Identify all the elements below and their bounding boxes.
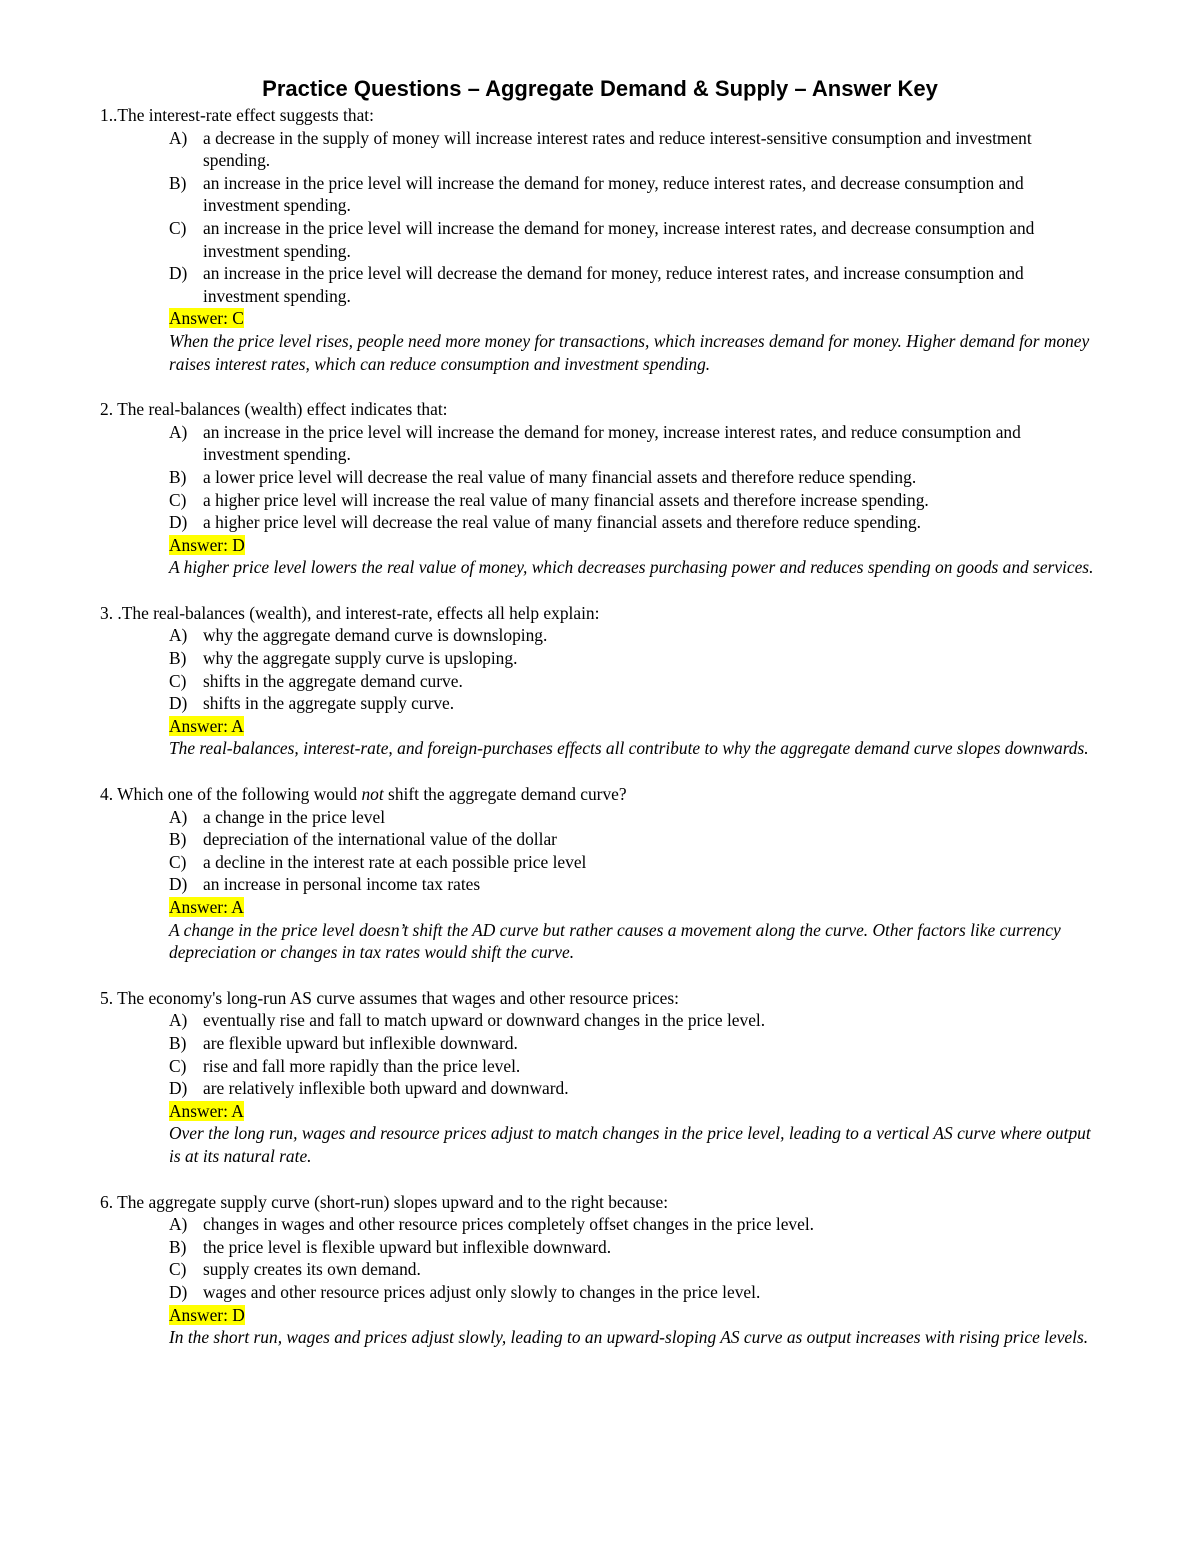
choice-b xyxy=(169,172,1100,217)
choice-list xyxy=(100,1213,1100,1303)
question-6 xyxy=(100,1191,1100,1349)
choice-text: are flexible upward but inflexible downward. xyxy=(203,1032,518,1053)
choice-text: an increase in the price level will decrease the demand for money, reduce interest rates, and increase consumption and investment spending. xyxy=(203,263,1024,306)
choice-letter: D) xyxy=(169,512,188,533)
question-prompt xyxy=(100,783,1100,806)
choice-d xyxy=(169,692,1100,715)
choice-text: a decline in the interest rate at each possible price level xyxy=(203,851,587,872)
answer-explanation: The real-balances, interest-rate, and foreign-purchases effects all contribute to why the aggregate demand curve slopes downwards. xyxy=(169,738,1089,759)
answer-line xyxy=(100,534,1100,557)
answer-highlight: Answer: D xyxy=(169,1304,245,1325)
choice-letter: A) xyxy=(169,806,188,827)
choice-letter: C) xyxy=(169,489,187,510)
choice-d xyxy=(169,262,1100,307)
question-5 xyxy=(100,987,1100,1168)
question-text: The aggregate supply curve (short-run) slopes upward and to the right because: xyxy=(117,1191,669,1212)
question-number: 6. xyxy=(100,1191,118,1212)
question-1 xyxy=(100,104,1100,375)
question-text-after: shift the aggregate demand curve? xyxy=(383,784,627,805)
question-text-emphasis: not xyxy=(361,784,384,805)
answer-line xyxy=(100,307,1100,330)
choice-text: the price level is flexible upward but inflexible downward. xyxy=(203,1236,612,1257)
choice-text: shifts in the aggregate demand curve. xyxy=(203,670,463,691)
choice-text: why the aggregate demand curve is downsloping. xyxy=(203,625,548,646)
question-text-before: Which one of the following would xyxy=(117,784,362,805)
choice-letter: B) xyxy=(169,648,187,669)
question-number: 1.. xyxy=(100,105,118,125)
answer-explanation: Over the long run, wages and resource prices adjust to match changes in the price level, leading to a vertical AS curve where output is at its natural rate. xyxy=(169,1123,1091,1166)
choice-d xyxy=(169,1281,1100,1304)
choice-letter: B) xyxy=(169,1032,187,1053)
choice-text: shifts in the aggregate supply curve. xyxy=(203,693,455,714)
choice-d xyxy=(169,873,1100,896)
choice-text: supply creates its own demand. xyxy=(203,1259,421,1280)
choice-text: are relatively inflexible both upward and downward. xyxy=(203,1078,569,1099)
choice-letter: C) xyxy=(169,1259,187,1280)
choice-b xyxy=(169,828,1100,851)
answer-explanation: A change in the price level doesn’t shift the AD curve but rather causes a movement along the curve. Other factors like currency depreciation or changes in tax rates would shift the curve. xyxy=(169,919,1061,963)
choice-c xyxy=(169,1258,1100,1281)
choice-text: depreciation of the international value of the dollar xyxy=(203,829,557,850)
question-3 xyxy=(100,602,1100,760)
choice-text: wages and other resource prices adjust only slowly to changes in the price level. xyxy=(203,1281,761,1302)
choice-a xyxy=(169,421,1100,466)
question-text: The real-balances (wealth), and interest-rate, effects all help explain: xyxy=(121,602,600,623)
choice-text: an increase in the price level will increase the demand for money, increase interest rates, and reduce consumption and investment spending. xyxy=(203,421,1021,465)
question-text: The interest-rate effect suggests that: xyxy=(117,105,374,125)
answer-explanation: When the price level rises, people need more money for transactions, which increases demand for money. Higher demand for money raises interest rates, which can reduce consumption and investment spending. xyxy=(169,330,1090,374)
choice-letter: C) xyxy=(169,1055,187,1076)
choice-letter: B) xyxy=(169,466,187,487)
choice-d xyxy=(169,511,1100,534)
choice-a xyxy=(169,1009,1100,1032)
choice-c xyxy=(169,1055,1100,1078)
question-4 xyxy=(100,783,1100,964)
choice-a xyxy=(169,1213,1100,1236)
answer-explanation: In the short run, wages and prices adjust slowly, leading to an upward-sloping AS curve as output increases with rising price levels. xyxy=(169,1327,1089,1348)
question-text: The economy's long-run AS curve assumes that wages and other resource prices: xyxy=(117,987,679,1008)
choice-letter: D) xyxy=(169,263,188,284)
answer-highlight: Answer: A xyxy=(169,1100,244,1121)
choice-text: eventually rise and fall to match upward or downward changes in the price level. xyxy=(203,1010,766,1031)
choice-b xyxy=(169,466,1100,489)
choice-list xyxy=(100,624,1100,714)
choice-a xyxy=(169,624,1100,647)
question-prompt xyxy=(100,398,1100,421)
choice-text: a change in the price level xyxy=(203,806,386,827)
choice-letter: A) xyxy=(169,421,188,442)
question-prompt xyxy=(100,104,1100,127)
answer-highlight: Answer: A xyxy=(169,715,244,736)
choice-list xyxy=(100,806,1100,896)
choice-text: a decrease in the supply of money will increase interest rates and reduce interest-sensitive consumption and investment spending. xyxy=(203,127,1032,171)
question-number: 2. xyxy=(100,399,118,420)
choice-letter: C) xyxy=(169,670,187,691)
answer-line xyxy=(100,896,1100,919)
choice-text: why the aggregate supply curve is upsloping. xyxy=(203,648,518,669)
choice-b xyxy=(169,1236,1100,1259)
choice-letter: A) xyxy=(169,625,188,646)
choice-letter: D) xyxy=(169,1281,188,1302)
choice-b xyxy=(169,1032,1100,1055)
answer-highlight: Answer: D xyxy=(169,534,245,555)
choice-letter: C) xyxy=(169,851,187,872)
question-2 xyxy=(100,398,1100,579)
choice-list xyxy=(100,127,1100,308)
question-prompt xyxy=(100,1191,1100,1214)
choice-letter: D) xyxy=(169,874,188,895)
choice-letter: B) xyxy=(169,172,187,193)
choice-text: rise and fall more rapidly than the price level. xyxy=(203,1055,521,1076)
choice-letter: D) xyxy=(169,1078,188,1099)
question-number: 5. xyxy=(100,987,118,1008)
choice-letter: A) xyxy=(169,1214,188,1235)
choice-c xyxy=(169,851,1100,874)
choice-a xyxy=(169,806,1100,829)
choice-c xyxy=(169,217,1100,262)
question-text: The real-balances (wealth) effect indicates that: xyxy=(117,399,448,420)
answer-line xyxy=(100,715,1100,738)
choice-list xyxy=(100,1009,1100,1099)
choice-text: a higher price level will decrease the real value of many financial assets and therefore reduce spending. xyxy=(203,512,922,533)
choice-text: an increase in the price level will increase the demand for money, reduce interest rates, and decrease consumption and investment spending. xyxy=(203,172,1024,216)
answer-line xyxy=(100,1100,1100,1123)
page-title: Practice Questions – Aggregate Demand & Supply – Answer Key xyxy=(262,76,938,101)
choice-a xyxy=(169,127,1100,172)
choice-text: a lower price level will decrease the real value of many financial assets and therefore reduce spending. xyxy=(203,466,917,487)
choice-text: a higher price level will increase the real value of many financial assets and therefore increase spending. xyxy=(203,489,929,510)
choice-letter: B) xyxy=(169,829,187,850)
choice-d xyxy=(169,1077,1100,1100)
choice-letter: B) xyxy=(169,1236,187,1257)
choice-text: an increase in the price level will increase the demand for money, increase interest rates, and decrease consumption and investment spending. xyxy=(203,217,1035,261)
choice-text: an increase in personal income tax rates xyxy=(203,874,481,895)
question-number: 3. . xyxy=(100,602,122,623)
question-prompt xyxy=(100,602,1100,625)
answer-explanation: A higher price level lowers the real value of money, which decreases purchasing power and reduces spending on goods and services. xyxy=(169,557,1094,578)
answer-highlight: Answer: A xyxy=(169,897,244,917)
choice-c xyxy=(169,489,1100,512)
choice-list xyxy=(100,421,1100,534)
choice-b xyxy=(169,647,1100,670)
choice-letter: C) xyxy=(169,217,187,238)
choice-text: changes in wages and other resource prices completely offset changes in the price level. xyxy=(203,1214,815,1235)
question-prompt xyxy=(100,987,1100,1010)
choice-c xyxy=(169,670,1100,693)
answer-line xyxy=(100,1304,1100,1327)
question-number: 4. xyxy=(100,784,118,805)
choice-letter: A) xyxy=(169,127,188,148)
choice-letter: A) xyxy=(169,1010,188,1031)
answer-highlight: Answer: C xyxy=(169,308,244,329)
choice-letter: D) xyxy=(169,693,188,714)
